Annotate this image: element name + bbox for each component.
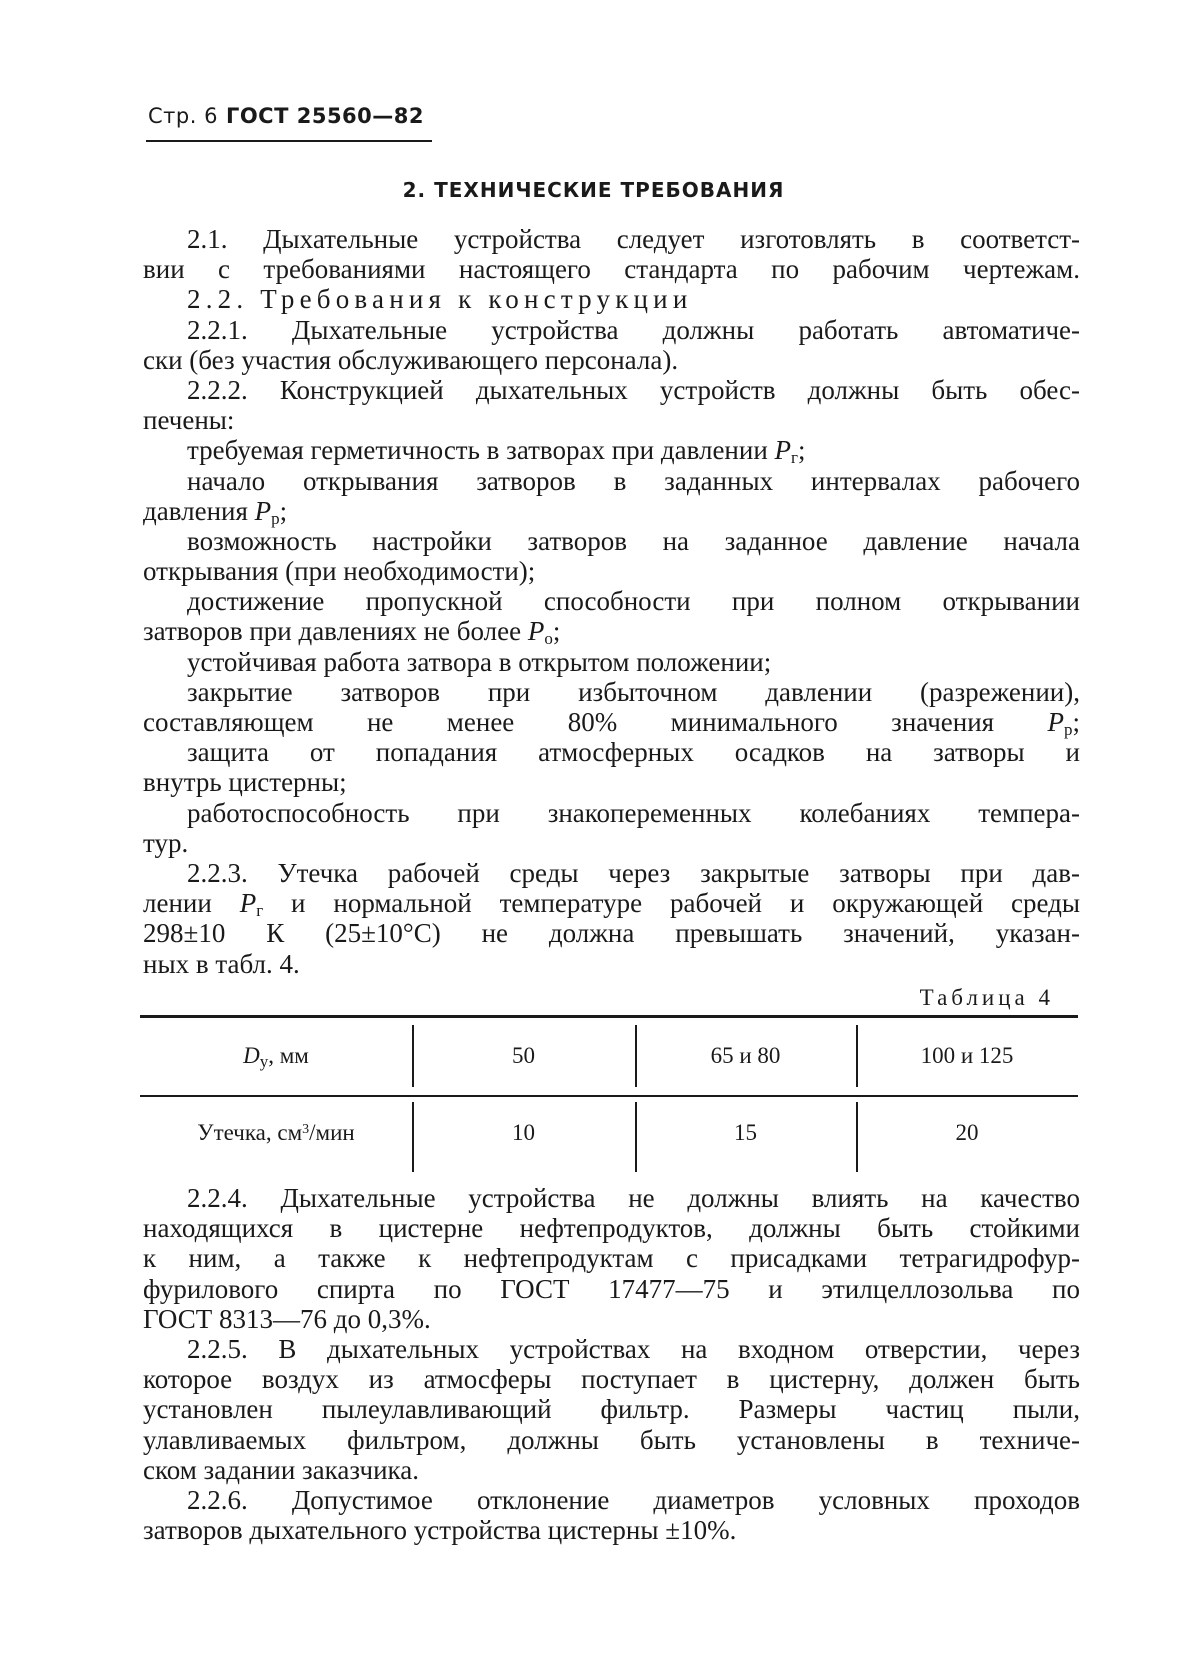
pressure-subscript: г [256,901,264,921]
page-number: Стр. 6 [148,104,218,128]
text-line: вии с требованиями настоящего стандарта по рабочим чертежам. [143,254,1080,285]
table-cell: 20 [955,1120,979,1145]
text-line: печены: [143,405,235,436]
pressure-subscript: г [791,448,799,468]
line-text: давления [143,495,248,526]
text-line: работоспособность при знакопеременных колебаниях темпера- [187,797,1080,828]
text-line: установлен пылеулавливающий фильтр. Размеры частиц пыли, [143,1394,1080,1425]
text-line: достижение пропускной способности при полном открывании [187,586,1080,617]
diameter-symbol: D [243,1043,260,1068]
text-line: 2.2.4. Дыхательные устройства не должны влиять на качество [187,1183,1080,1213]
line-text: и нормальной температуре рабочей и окружающей среды [291,888,1080,919]
line-text: требуемая герметичность в затворах при давлении [187,435,768,466]
text-line [143,435,1080,468]
text-line: ГОСТ 8313—76 до 0,3%. [143,1303,431,1334]
table-top-rule [140,1015,1078,1018]
pressure-subscript: р [271,508,280,528]
pressure-symbol: P [1047,707,1064,737]
diameter-unit: , мм [268,1043,309,1068]
line-text: лении [143,888,212,919]
text-line [143,888,1080,921]
leakage-unit: /мин [309,1120,355,1145]
column-header: 50 [512,1043,535,1068]
text-line [143,616,1080,649]
pressure-subscript: р [1063,720,1073,739]
pressure-symbol: P [527,616,545,647]
column-header: 100 и 125 [920,1043,1014,1068]
line-text: затворов при давлениях не более [143,616,522,647]
text-line [143,707,1080,737]
text-line: 2.2.3. Утечка рабочей среды через закрытые затворы при дав- [187,857,1080,888]
header-rule [146,140,432,142]
text-line: 2.1. Дыхательные устройства следует изготовлять в соответст- [187,224,1080,254]
text-line: устойчивая работа затвора в открытом положении; [187,646,772,677]
diameter-subscript: у [259,1052,269,1071]
text-line: ском задании заказчика. [143,1454,419,1485]
text-line: начало открывания затворов в заданных интервалах рабочего [187,465,1080,496]
table-cell: 15 [734,1120,757,1145]
text-line: которое воздух из атмосферы поступает в цистерну, должен быть [143,1364,1080,1395]
text-line: фурилового спирта по ГОСТ 17477—75 и этилцеллозольва по [143,1273,1080,1304]
section-title: 2. ТЕХНИЧЕСКИЕ ТРЕБОВАНИЯ [402,178,785,202]
text-line: ных в табл. 4. [143,948,300,979]
text-line: 2.2.1. Дыхательные устройства должны работать автоматиче- [187,314,1080,345]
standard-number: ГОСТ 25560—82 [225,104,425,128]
text-line: внутрь цистерны; [143,767,347,798]
text-line: 2.2.6. Допустимое отклонение диаметров условных проходов [187,1484,1080,1515]
subsection-heading: 2.2. Требования к конструкции [187,284,693,315]
text-line: 2.2.5. В дыхательных устройствах на входном отверстии, через [187,1333,1080,1364]
table-caption: Таблица 4 [919,985,1054,1010]
line-punct: ; [552,616,561,647]
line-text: составляющем не менее 80% минимального значения [143,707,995,737]
text-line: защита от попадания атмосферных осадков на затворы и [187,737,1080,768]
text-line: закрытие затворов при избыточном давлении (разрежении), [187,676,1080,707]
requirements-text [143,224,1080,979]
text-line: 298±10 К (25±10°С) не должна превышать значений, указан- [143,918,1080,949]
pressure-symbol: P [774,435,792,466]
row-label-leakage [140,1118,412,1148]
table-cell: 10 [512,1120,535,1145]
text-line: находящихся в цистерне нефтепродуктов, должны быть стойкими [143,1213,1080,1244]
text-line: к ним, а также к нефтепродуктам с присадками тетрагидрофур- [143,1243,1080,1274]
table-header-rule [140,1095,1078,1097]
text-line [143,496,1080,526]
pressure-symbol: P [254,495,272,526]
page-header [148,104,424,128]
line-punct: ; [279,495,288,526]
text-line: улавливаемых фильтром, должны быть установлены в техниче- [143,1424,1080,1455]
requirements-text-continued [143,1183,1080,1545]
column-header: 65 и 80 [710,1043,781,1068]
pressure-symbol: P [239,888,257,919]
text-line: затворов дыхательного устройства цистерны ±10%. [143,1515,737,1546]
line-punct: ; [1072,707,1080,737]
pressure-subscript: о [544,629,553,649]
text-line: тур. [143,827,189,858]
header-nominal-diameter [140,1041,412,1071]
line-punct: ; [798,435,806,466]
text-line: возможность настройки затворов на заданное давление начала [187,525,1080,556]
leakage-label: Утечка, см [197,1120,303,1145]
unit-superscript: 3 [302,1122,310,1137]
text-line: 2.2.2. Конструкцией дыхательных устройств должны быть обес- [187,374,1080,405]
text-line: ски (без участия обслуживающего персонала). [143,344,679,375]
text-line: открывания (при необходимости); [143,556,536,587]
